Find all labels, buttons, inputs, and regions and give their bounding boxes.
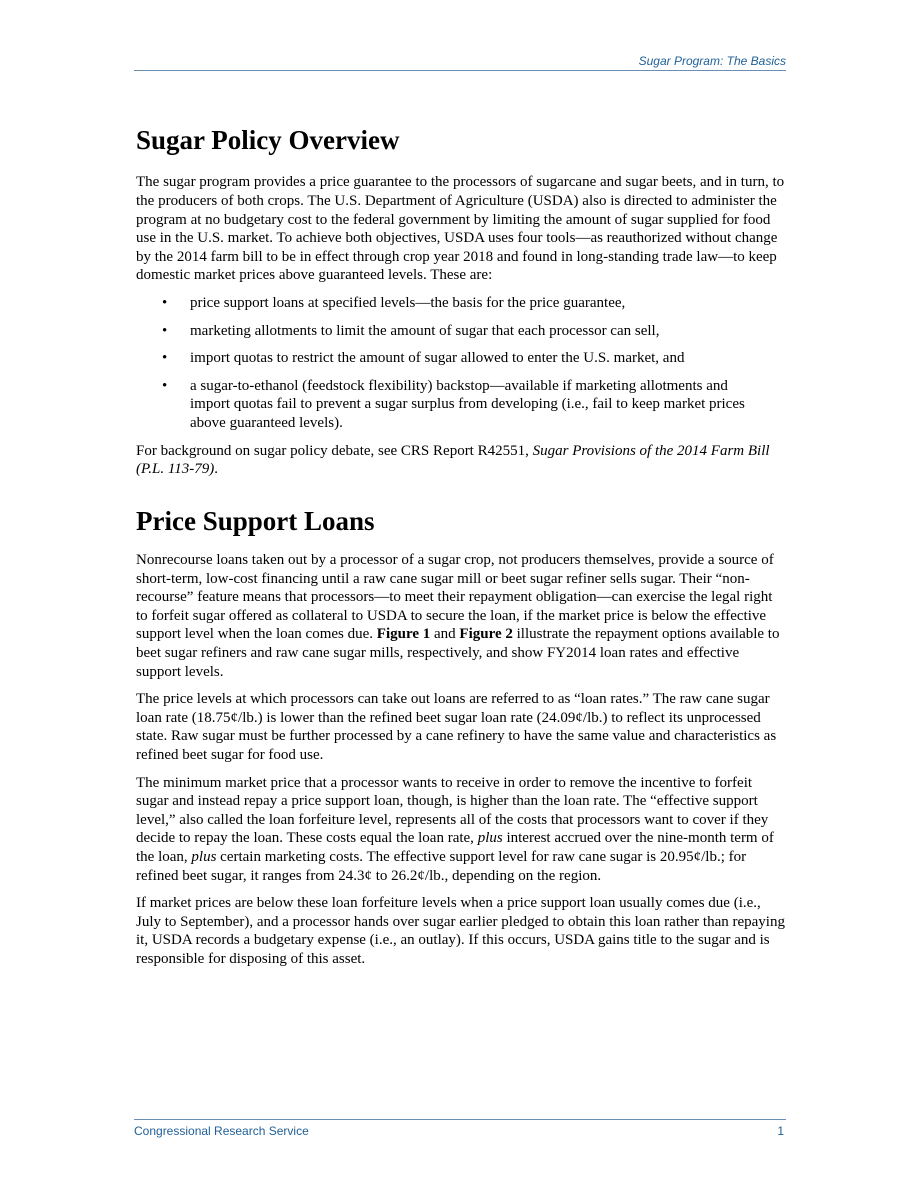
loans-paragraph-2: The price levels at which processors can take out loans are referred to as “loan rates.” The raw cane sugar loan rate (18.75¢/lb.) is lower than the refined beet sugar loan rate (24.09¢/lb.) to reflect its unprocessed state. Raw sugar must be further processed by a cane refinery to have the same value and characteristics as refined beet sugar for food use.: [136, 691, 777, 764]
footer-organization: Congressional Research Service: [134, 1124, 309, 1138]
overview-intro-paragraph: The sugar program provides a price guarantee to the processors of sugarcane and sugar beets, and in turn, to the producers of both crops. The U.S. Department of Agriculture (USDA) also is directed to administer the program at no budgetary cost to the federal government by limiting the amount of sugar supplied for food use in the U.S. market. To achieve both objectives, USDA uses four tools—as reauthorized without change by the 2014 farm bill to be in effect through crop year 2018 and found in long-standing trade law—to keep domestic market prices above guaranteed levels. These are:: [136, 174, 785, 284]
bullet-icon: •: [162, 377, 168, 394]
loans-p1-text-b: illustrate the repayment options available to beet sugar refiners and raw cane sugar mills, respectively, and show FY2014 loan rates and effective support levels.: [136, 626, 780, 680]
list-item-text: marketing allotments to limit the amount of sugar that each processor can sell,: [190, 322, 660, 339]
tools-bullet-list: [136, 294, 786, 433]
plus-emphasis: plus: [191, 849, 217, 865]
loans-p3-text-c: certain marketing costs. The effective support level for raw cane sugar is 20.95¢/lb.; for refined beet sugar, it ranges from 24.3¢ to 26.2¢/lb., depending on the region.: [136, 849, 747, 884]
list-item: [136, 322, 786, 341]
page-content: [136, 120, 786, 978]
list-item: [136, 349, 710, 368]
loans-paragraph-3: [136, 774, 786, 886]
loans-paragraph-4: If market prices are below these loan forfeiture levels when a price support loan usually comes due (i.e., July to September), and a processor hands over sugar earlier pledged to obtain this loan rather than repaying it, USDA records a budgetary expense (i.e., an outlay). If this occurs, USDA gains title to the sugar and is responsible for disposing of this asset.: [136, 895, 785, 967]
loans-p1-text-and: and: [430, 626, 460, 643]
bullet-icon: •: [162, 294, 168, 311]
background-reference-paragraph: [136, 442, 786, 479]
running-header: [134, 54, 786, 71]
bullet-icon: •: [162, 350, 168, 367]
list-item-text: price support loans at specified levels—the basis for the price guarantee,: [190, 294, 626, 311]
section-heading-sugar-policy-overview: Sugar Policy Overview: [136, 125, 400, 155]
figure-2-link[interactable]: Figure 2: [459, 626, 513, 643]
section-heading-price-support-loans: Price Support Loans: [136, 505, 375, 536]
running-header-title: Sugar Program: The Basics: [638, 54, 786, 68]
bullet-icon: •: [162, 322, 168, 339]
loans-p3-text-b: interest accrued over the nine-month term of the loan,: [136, 830, 774, 865]
list-item-text: import quotas to restrict the amount of sugar allowed to enter the U.S. market, and: [190, 350, 685, 367]
background-suffix: .: [214, 461, 218, 478]
running-footer: [134, 1119, 786, 1138]
list-item: [136, 294, 786, 313]
loans-paragraph-1: [136, 551, 786, 681]
loans-p3-text-a: The minimum market price that a processor wants to receive in order to remove the incentive to forfeit sugar and instead repay a price support loan, though, is higher than the loan rate. The “effective support level,” also called the loan forfeiture level, represents all of the costs that processors want to cover if they decide to repay the loan. These costs equal the loan rate,: [136, 774, 769, 847]
loans-p1-text-a: Nonrecourse loans taken out by a processor of a sugar crop, not producers themselves, provide a source of short-term, low-cost financing until a raw cane sugar mill or beet sugar refiner sells sugar. Their “non-recourse” feature means that processors—to meet their repayment obligation—can exercise the legal right to forfeit sugar offered as collateral to USDA to secure the loan, if the market price is below the effective support level when the loan comes due.: [136, 552, 774, 643]
plus-emphasis: plus: [477, 830, 503, 847]
list-item: [136, 377, 750, 433]
report-title-link[interactable]: Sugar Provisions of the 2014 Farm Bill (P.L. 113-79): [136, 442, 770, 478]
background-prefix: For background on sugar policy debate, see CRS Report R42551,: [136, 442, 533, 459]
list-item-text: a sugar-to-ethanol (feedstock flexibility) backstop—available if marketing allotments and import quotas fail to prevent a sugar surplus from developing (i.e., fail to keep market prices above guaranteed levels).: [190, 377, 745, 431]
page-number: 1: [777, 1124, 784, 1138]
figure-1-link[interactable]: Figure 1: [376, 626, 431, 643]
